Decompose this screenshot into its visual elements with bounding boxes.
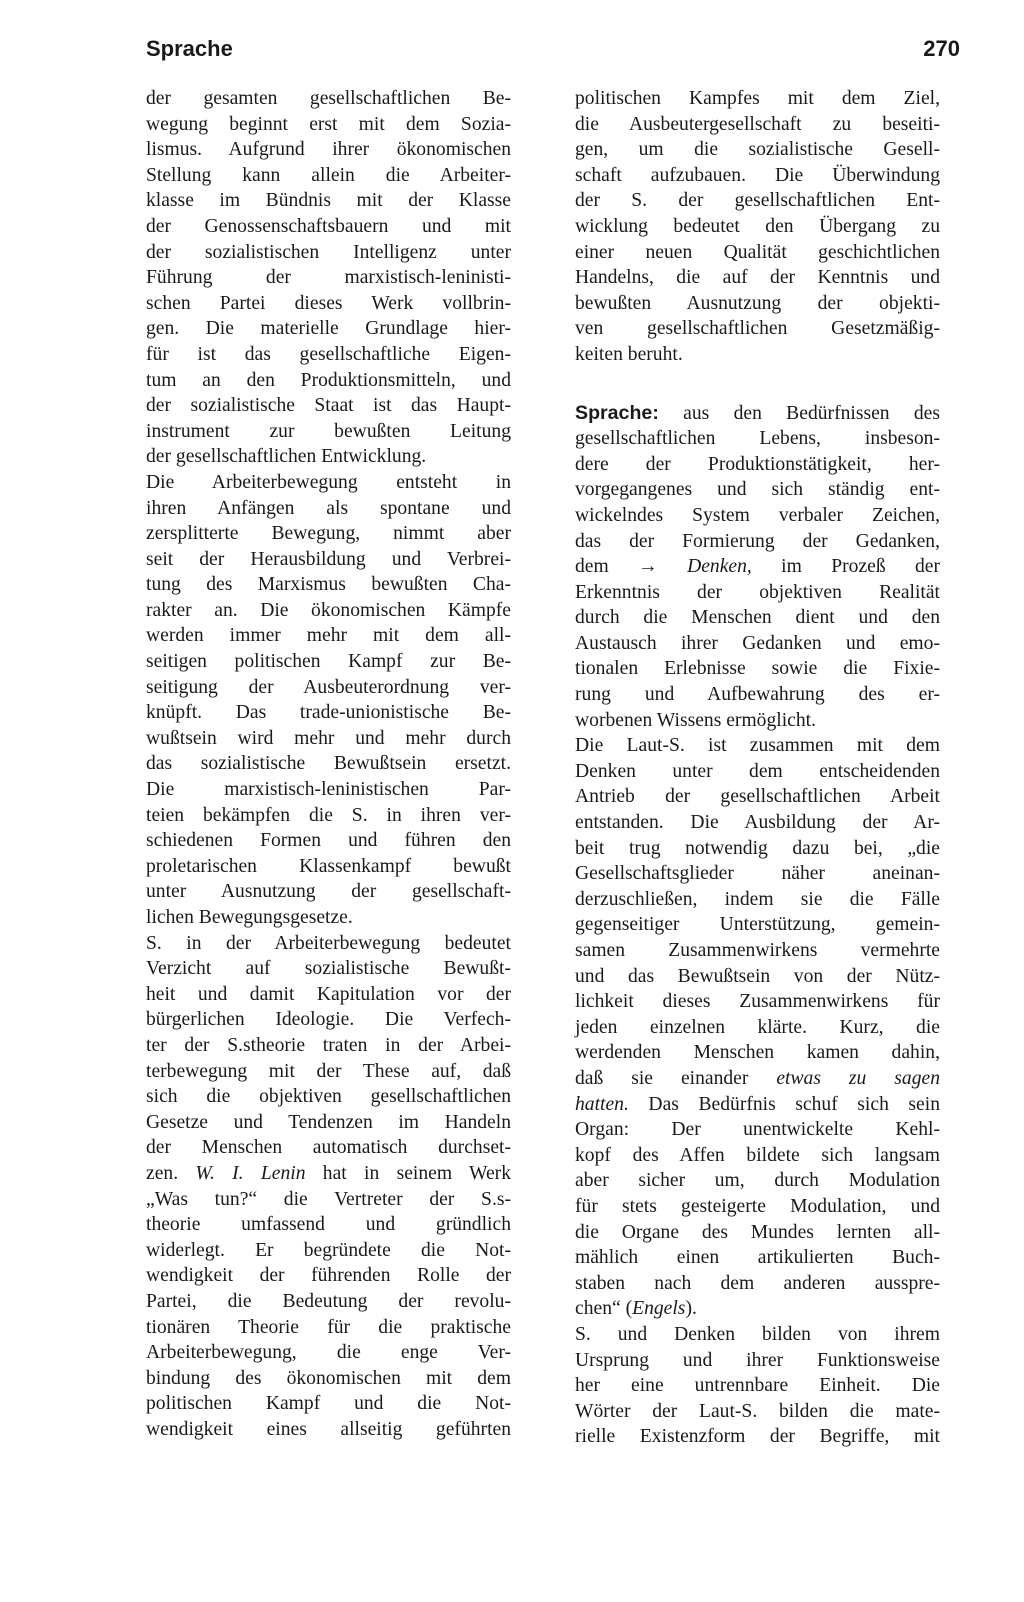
text-segment: ). [685, 1298, 697, 1320]
text-line: Gesetze und Tendenzen im Handeln [146, 1111, 511, 1133]
text-line: und das Bewußtsein von der Nütz- [575, 965, 940, 987]
text-line [575, 554, 940, 580]
text-line: staben nach dem anderen ausspre- [575, 1272, 940, 1294]
text-line: lichkeit dieses Zusammenwirkens für [575, 991, 940, 1013]
text-line: Wörter der Laut-S. bilden die mate- [575, 1400, 940, 1422]
text-line: seitigung der Ausbeuterordnung ver- [146, 676, 511, 698]
text-line: für ist das gesellschaftliche Eigen- [146, 343, 511, 365]
text-line: wegung beginnt erst mit dem Sozia- [146, 113, 511, 135]
text-segment: dem [575, 556, 639, 578]
text-line: wendigkeit der führenden Rolle der [146, 1265, 511, 1287]
text-line: gegenseitiger Unterstützung, gemein- [575, 914, 940, 936]
text-line: das sozialistische Bewußtsein ersetzt. [146, 753, 511, 775]
text-line: terbewegung mit der These auf, daß [146, 1060, 511, 1082]
text-line: Handelns, die auf der Kenntnis und [575, 267, 940, 289]
text-line: für stets gesteigerte Modulation, und [575, 1195, 940, 1217]
text-line: Antrieb der gesellschaftlichen Arbeit [575, 786, 940, 808]
text-line: gen. Die materielle Grundlage hier- [146, 318, 511, 340]
text-line: der Menschen automatisch durchset- [146, 1137, 511, 1159]
text-line: klasse im Bündnis mit der Klasse [146, 190, 511, 212]
emphasis: hatten. [575, 1093, 629, 1115]
text-line: tionalen Erlebnisse sowie die Fixie- [575, 658, 940, 680]
text-line: S. in der Arbeiterbewegung bedeutet [146, 932, 511, 954]
text-line: Arbeiterbewegung, die enge Ver- [146, 1342, 511, 1364]
text-line: mählich einen artikulierten Buch- [575, 1247, 940, 1269]
text-line: unter Ausnutzung der gesellschaft- [146, 881, 511, 903]
text-line: einer neuen Qualität geschichtlichen [575, 241, 940, 263]
text-line: der S. der gesellschaftlichen Ent- [575, 190, 940, 212]
text-line: knüpft. Das trade-unionistische Be- [146, 702, 511, 724]
text-line: Ursprung und ihrer Funktionsweise [575, 1349, 940, 1371]
text-line: kopf des Affen bildete sich langsam [575, 1144, 940, 1166]
text-line: das der Formierung der Gedanken, [575, 530, 940, 552]
text-segment: aus den Bedürfnissen des [658, 402, 940, 424]
text-line: seitigen politischen Kampf zur Be- [146, 651, 511, 673]
text-line: lichen Bewegungsgesetze. [146, 907, 353, 928]
text-line [146, 1161, 511, 1187]
text-line: schiedenen Formen und führen den [146, 830, 511, 852]
text-line: Organ: Der unentwickelte Kehl- [575, 1119, 940, 1141]
text-line: wußtsein wird mehr und mehr durch [146, 727, 511, 749]
text-line: ven gesellschaftlichen Gesetzmäßig- [575, 318, 940, 340]
text-line: proletarischen Klassenkampf bewußt [146, 855, 511, 877]
text-line: bewußten Ausnutzung der objekti- [575, 292, 940, 314]
text-line: beit trug notwendig dazu bei, „die [575, 837, 940, 859]
text-line: vorgegangenes und sich ständig ent- [575, 479, 940, 501]
text-line: heit und damit Kapitulation vor der [146, 983, 511, 1005]
text-line: ihren Anfängen als spontane und [146, 497, 511, 519]
text-line: der sozialistische Staat ist das Haupt- [146, 395, 511, 417]
text-line: gesellschaftlichen Lebens, insbeson- [575, 428, 940, 450]
text-line: Verzicht auf sozialistische Bewußt- [146, 958, 511, 980]
text-line: schaft aufzubauen. Die Überwindung [575, 164, 940, 186]
text-line: werden immer mehr mit dem all- [146, 625, 511, 647]
text-line: Erkenntnis der objektiven Realität [575, 581, 940, 603]
text-line: die Ausbeutergesellschaft zu beseiti- [575, 113, 940, 135]
text-line: politischen Kampfes mit dem Ziel, [575, 88, 940, 109]
text-line: S. und Denken bilden von ihrem [575, 1323, 940, 1345]
text-line: tionären Theorie für die praktische [146, 1316, 511, 1338]
text-line: durch die Menschen dient und den [575, 607, 940, 629]
text-line: der Genossenschaftsbauern und mit [146, 215, 511, 237]
author-name: Engels [632, 1298, 686, 1320]
author-name: W. I. Lenin [195, 1162, 306, 1184]
text-line: Partei, die Bedeutung der revolu- [146, 1290, 511, 1312]
running-title: Sprache [146, 36, 233, 61]
text-line: entstanden. Die Ausbildung der Ar- [575, 812, 940, 834]
page-header [146, 36, 960, 62]
paragraph-gap [575, 368, 940, 401]
arrow-icon: → [638, 556, 658, 578]
text-line: Denken unter dem entscheidenden [575, 760, 940, 782]
text-segment: zen. [146, 1162, 196, 1184]
text-line: Führung der marxistisch-leninisti- [146, 267, 511, 289]
text-line: der gesamten gesellschaftlichen Be- [146, 88, 511, 109]
text-line: politischen Kampf und die Not- [146, 1393, 511, 1415]
text-line [575, 1296, 940, 1322]
text-line: worbenen Wissens ermöglicht. [575, 709, 816, 731]
left-column [146, 86, 511, 1442]
text-line: die Organe des Mundes lernten all- [575, 1221, 940, 1243]
text-line: „Was tun?“ die Vertreter der S.s- [146, 1188, 511, 1210]
text-line: lismus. Aufgrund ihrer ökonomischen [146, 139, 511, 161]
text-line: samen Zusammenwirkens vermehrte [575, 940, 940, 961]
text-line: zersplitterte Bewegung, nimmt aber [146, 523, 511, 545]
text-line: gen, um die sozialistische Gesell- [575, 139, 940, 161]
text-line: der sozialistischen Intelligenz unter [146, 241, 511, 263]
text-line: tum an den Produktionsmitteln, und [146, 369, 511, 391]
text-segment: im Prozeß der [751, 556, 941, 578]
text-line: bindung des ökonomischen mit dem [146, 1367, 511, 1389]
text-line: Die marxistisch-leninistischen Par- [146, 779, 511, 801]
text-line: jeden einzelnen klärte. Kurz, die [575, 1016, 940, 1038]
text-line [575, 401, 940, 427]
text-line: dere der Produktionstätigkeit, her- [575, 453, 940, 475]
text-line: her eine untrennbare Einheit. Die [575, 1375, 940, 1397]
text-line: tung des Marxismus bewußten Cha- [146, 574, 511, 596]
text-line: ter der S.stheorie traten in der Arbei- [146, 1034, 511, 1056]
text-line: Die Arbeiterbewegung entsteht in [146, 471, 511, 493]
right-column [575, 86, 940, 1450]
cross-reference-link[interactable]: Denken, [687, 556, 752, 578]
text-line: wendigkeit eines allseitig geführten [146, 1418, 511, 1440]
headword: Sprache: [575, 401, 659, 424]
text-line [575, 1066, 940, 1092]
text-line: werdenden Menschen kamen dahin, [575, 1042, 940, 1064]
text-line: wicklung bedeutet den Übergang zu [575, 215, 940, 237]
text-line: teien bekämpfen die S. in ihren ver- [146, 804, 511, 826]
text-line: Austausch ihrer Gedanken und emo- [575, 632, 940, 654]
text-line: Stellung kann allein die Arbeiter- [146, 164, 511, 186]
text-line: Gesellschaftsglieder näher aneinan- [575, 863, 940, 885]
text-line: wickelndes System verbaler Zeichen, [575, 504, 940, 526]
text-line: aber sicher um, durch Modulation [575, 1170, 940, 1192]
text-line: Die Laut-S. ist zusammen mit dem [575, 735, 940, 757]
text-line: widerlegt. Er begründete die Not- [146, 1239, 511, 1261]
text-line: schen Partei dieses Werk vollbrin- [146, 292, 511, 314]
text-line: bürgerlichen Ideologie. Die Verfech- [146, 1009, 511, 1031]
text-line: derzuschließen, indem sie die Fälle [575, 888, 940, 910]
emphasis: etwas zu sagen [776, 1067, 940, 1089]
page-number: 270 [923, 36, 960, 61]
text-line: rielle Existenzform der Begriffe, mit [575, 1426, 940, 1448]
text-segment: hat in seinem Werk [305, 1162, 511, 1184]
text-line: rakter an. Die ökonomischen Kämpfe [146, 599, 511, 621]
text-segment: Das Bedürfnis schuf sich sein [628, 1093, 940, 1115]
text-line [575, 1092, 940, 1118]
text-line: sich die objektiven gesellschaftlichen [146, 1086, 511, 1108]
text-line: keiten beruht. [575, 343, 683, 365]
text-line: seit der Herausbildung und Verbrei- [146, 548, 511, 570]
text-segment: chen“ ( [575, 1298, 633, 1320]
text-line: rung und Aufbewahrung des er- [575, 684, 940, 706]
text-line: der gesellschaftlichen Entwicklung. [146, 446, 427, 468]
text-segment: daß sie einander [575, 1067, 777, 1089]
text-line: instrument zur bewußten Leitung [146, 420, 511, 442]
text-line: theorie umfassend und gründlich [146, 1214, 511, 1236]
